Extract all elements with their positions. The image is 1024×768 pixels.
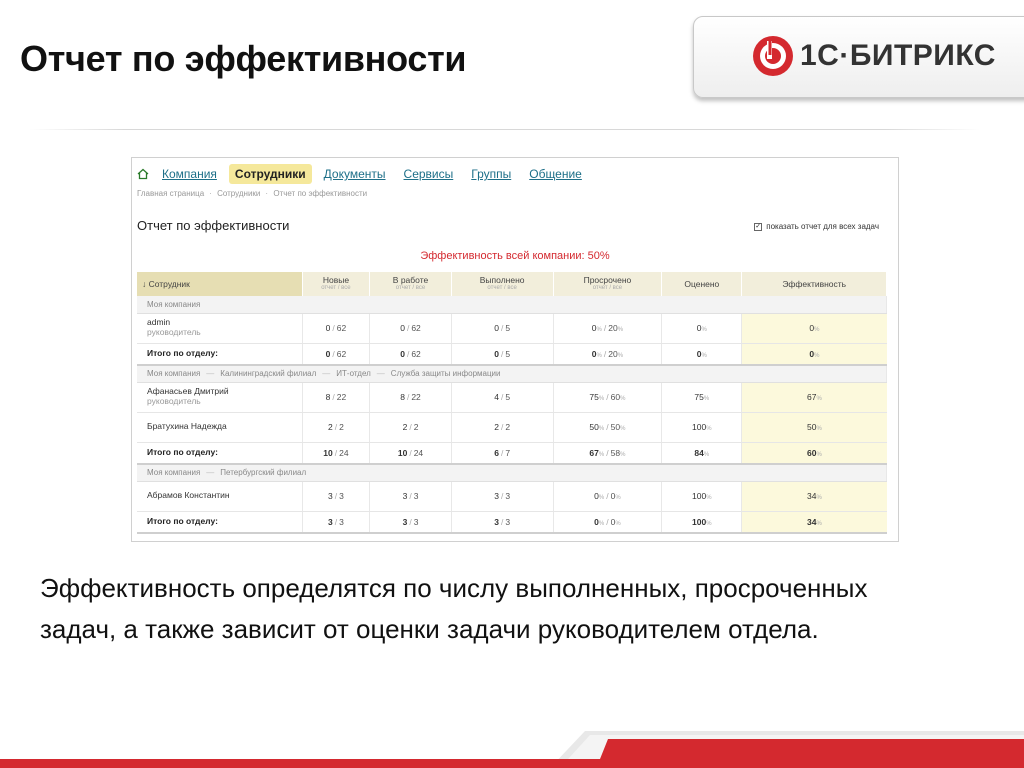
cell-new-value: 10 [323, 447, 333, 458]
cell-new-value: 0 [325, 348, 331, 359]
path-separator: — [206, 468, 215, 478]
efficiency-table [137, 272, 887, 534]
table-row [137, 313, 887, 343]
cell-in-work-sep: / [409, 447, 412, 458]
top-nav [136, 162, 594, 186]
cell-done-sep: / [500, 516, 504, 527]
cell-new-sep: / [334, 516, 338, 527]
employee-cell [137, 313, 302, 343]
nav-item-services[interactable]: Сервисы [403, 167, 454, 181]
employee-role: руководитель [147, 396, 201, 406]
cell-done-sep: / [500, 422, 504, 432]
department-row [137, 296, 887, 313]
cell-overdue-pct: % [620, 426, 626, 432]
cell-done-total: 5 [505, 348, 511, 359]
nav-item-documents[interactable]: Документы [323, 167, 386, 181]
cell-in-work-total: 62 [411, 323, 421, 333]
breadcrumb: Главная страница · Сотрудники · Отчет по эффективности [137, 189, 368, 198]
cell-overdue-value: 0 [594, 491, 599, 501]
cell-new [302, 382, 370, 412]
cell-overdue-total: 60 [610, 392, 621, 402]
bitrix-logo-icon [752, 35, 794, 77]
cell-new-value: 2 [328, 422, 333, 432]
nav-item-company[interactable]: Компания [162, 167, 217, 181]
slide-body-text: Эффективность определятся по числу выполненных, просроченных задач, а также зависит от оценки задачи руководителем отдела. [40, 573, 868, 644]
cell-in-work-total: 3 [413, 516, 419, 527]
cell-overdue-sep: / [606, 447, 609, 458]
cell-in-work-value: 3 [402, 516, 408, 527]
path-separator: — [376, 369, 385, 379]
show-all-label: показать отчет для всех задач [766, 222, 879, 231]
cell-in-work [370, 313, 451, 343]
total-row [137, 511, 887, 533]
cell-new-total: 24 [339, 447, 349, 458]
home-icon[interactable] [136, 167, 150, 181]
col-in-work-sub: отчет / все [395, 285, 426, 292]
cell-overdue-value: 0 [594, 516, 599, 527]
cell-overdue-total: 50 [610, 422, 621, 432]
cell-overdue-pct: % [620, 396, 626, 402]
cell-new-sep: / [332, 323, 335, 333]
employee-cell [137, 382, 302, 412]
nav-item-employees[interactable]: Сотрудники [229, 164, 312, 184]
table-body [137, 296, 887, 533]
col-new [302, 272, 370, 296]
path-separator: — [322, 369, 331, 379]
cell-overdue [553, 481, 662, 511]
cell-done [451, 442, 553, 464]
cell-overdue-value: 0 [591, 323, 597, 333]
table-row [137, 382, 887, 412]
cell-rated-pct: % [706, 495, 712, 501]
cell-overdue [553, 511, 662, 533]
nav-item-groups[interactable]: Группы [471, 167, 512, 181]
cell-done [451, 412, 553, 442]
cell-efficiency-pct: % [816, 451, 822, 458]
cell-rated [662, 343, 742, 365]
cell-in-work-value: 3 [402, 491, 408, 501]
total-label: Итого по отделу: [137, 442, 302, 464]
cell-done-sep: / [500, 348, 504, 359]
cell-efficiency [742, 412, 887, 442]
breadcrumb-home[interactable]: Главная страница [137, 189, 205, 198]
cell-overdue-sep: / [603, 348, 607, 359]
cell-in-work [370, 442, 451, 464]
department-row [137, 464, 887, 481]
cell-new-sep: / [334, 491, 338, 501]
cell-overdue [553, 343, 662, 365]
col-in-work [370, 272, 451, 296]
cell-overdue-pct: % [596, 327, 602, 333]
col-efficiency: Эффективность [742, 272, 887, 296]
cell-done-total: 7 [505, 447, 511, 458]
cell-done [451, 511, 553, 533]
cell-overdue-value: 50 [589, 422, 599, 432]
cell-overdue [553, 442, 662, 464]
col-new-sub: отчет / все [321, 285, 351, 292]
cell-efficiency [742, 313, 887, 343]
table-header [137, 272, 887, 296]
cell-done-total: 5 [505, 392, 511, 402]
cell-overdue-pct: % [598, 451, 605, 458]
cell-in-work-value: 0 [400, 348, 405, 359]
path-separator: — [206, 369, 215, 379]
col-done-label: Выполнено [479, 275, 525, 286]
cell-overdue-total: 0 [610, 491, 616, 501]
cell-overdue-value: 75 [589, 392, 599, 402]
total-row [137, 343, 887, 365]
cell-done-total: 3 [505, 516, 511, 527]
cell-done [451, 343, 553, 365]
logo-text: 1С·БИТРИКС [800, 39, 996, 72]
employee-cell [137, 481, 302, 511]
cell-overdue-pct: % [598, 520, 605, 527]
cell-in-work-sep: / [409, 422, 412, 432]
cell-new-value: 3 [328, 491, 333, 501]
cell-in-work [370, 343, 451, 365]
cell-overdue [553, 382, 662, 412]
total-label: Итого по отделу: [137, 511, 302, 533]
total-row [137, 442, 887, 464]
cell-rated-value: 100 [692, 491, 707, 501]
cell-new-sep: / [332, 392, 335, 402]
cell-new-total: 3 [339, 491, 344, 501]
col-rated: Оценено [662, 272, 742, 296]
cell-new-value: 3 [328, 516, 333, 527]
cell-new-total: 62 [336, 348, 347, 359]
cell-overdue-sep: / [606, 422, 609, 432]
cell-rated-value: 0 [696, 348, 702, 359]
department-path [137, 464, 887, 481]
cell-rated [662, 442, 742, 464]
cell-done-value: 0 [494, 323, 499, 333]
col-overdue-label: Просрочено [583, 275, 632, 286]
cell-efficiency-value: 0 [809, 348, 815, 359]
cell-efficiency-pct: % [816, 396, 822, 402]
cell-new [302, 313, 370, 343]
cell-in-work-value: 10 [397, 447, 408, 458]
cell-efficiency-pct: % [816, 495, 822, 501]
cell-overdue-pct: % [598, 426, 605, 432]
department-path [137, 296, 887, 313]
cell-done-sep: / [500, 323, 504, 333]
cell-done-value: 4 [494, 392, 499, 402]
cell-rated [662, 412, 742, 442]
cell-overdue-sep: / [606, 491, 609, 501]
cell-done-sep: / [500, 491, 504, 501]
divider [30, 129, 980, 130]
department-link[interactable]: Служба защиты информации [390, 369, 501, 379]
cell-in-work [370, 412, 451, 442]
cell-in-work-sep: / [409, 516, 412, 527]
cell-overdue-total: 20 [608, 323, 618, 333]
cell-done-total: 2 [505, 422, 511, 432]
department-link[interactable]: Петербургский филиал [220, 468, 307, 478]
cell-efficiency-value: 0 [809, 323, 815, 333]
cell-in-work-sep: / [409, 491, 412, 501]
cell-in-work-value: 2 [402, 422, 408, 432]
show-all-toggle[interactable] [754, 222, 879, 231]
employee-name[interactable]: admin [147, 317, 171, 328]
show-all-checkbox[interactable]: ✓ [755, 223, 762, 230]
cell-new-sep: / [334, 422, 338, 432]
cell-rated [662, 511, 742, 533]
cell-rated-pct: % [706, 520, 712, 527]
department-row [137, 365, 887, 382]
cell-in-work-sep: / [406, 392, 410, 402]
employee-cell [137, 412, 302, 442]
cell-in-work-total: 2 [413, 422, 419, 432]
col-employee[interactable]: ↓ Сотрудник [137, 272, 302, 296]
nav-item-communication[interactable]: Общение [529, 167, 582, 181]
cell-new-total: 22 [336, 392, 347, 402]
cell-rated-value: 100 [692, 516, 707, 527]
cell-efficiency-value: 34 [807, 491, 817, 501]
col-in-work-label: В работе [392, 275, 429, 286]
cell-rated-pct: % [701, 327, 707, 333]
breadcrumb-current: Отчет по эффективности [273, 189, 368, 198]
cell-rated [662, 313, 742, 343]
cell-in-work [370, 511, 451, 533]
cell-done-sep: / [500, 392, 504, 402]
cell-done-total: 3 [505, 491, 511, 501]
employee-name[interactable]: Афанасьев Дмитрий [147, 386, 229, 397]
cell-in-work-value: 0 [400, 323, 405, 333]
cell-done-total: 5 [505, 323, 511, 333]
total-label: Итого по отделу: [137, 343, 302, 365]
department-link[interactable]: Моя компания [147, 369, 201, 379]
cell-new-total: 2 [339, 422, 344, 432]
cell-new [302, 343, 370, 365]
cell-new-total: 62 [336, 323, 347, 333]
cell-efficiency-value: 34 [807, 516, 817, 527]
employee-role: руководитель [147, 327, 201, 337]
col-done [451, 272, 553, 296]
cell-efficiency-pct: % [816, 520, 822, 527]
cell-in-work-total: 24 [413, 447, 424, 458]
portal-screenshot [131, 157, 899, 542]
cell-rated-pct: % [703, 451, 710, 458]
employee-name[interactable]: Братухина Надежда [147, 421, 227, 432]
cell-efficiency [742, 481, 887, 511]
cell-efficiency-pct: % [814, 327, 820, 333]
cell-overdue [553, 412, 662, 442]
cell-rated [662, 382, 742, 412]
cell-efficiency-pct: % [814, 352, 820, 359]
cell-in-work-total: 62 [411, 348, 421, 359]
cell-done-value: 3 [494, 516, 499, 527]
cell-overdue-pct: % [617, 327, 624, 333]
department-link[interactable]: Моя компания [147, 468, 201, 478]
cell-done-value: 6 [494, 447, 499, 458]
cell-overdue-sep: / [606, 516, 609, 527]
cell-new-value: 8 [325, 392, 331, 402]
cell-new [302, 511, 370, 533]
cell-new [302, 481, 370, 511]
cell-rated-pct: % [701, 352, 707, 359]
cell-in-work-sep: / [406, 323, 410, 333]
department-path [137, 365, 887, 382]
cell-overdue-pct: % [596, 352, 602, 359]
cell-overdue [553, 313, 662, 343]
report-title: Отчет по эффективности [137, 218, 290, 233]
cell-efficiency [742, 511, 887, 533]
cell-overdue-pct: % [615, 520, 621, 527]
cell-efficiency [742, 382, 887, 412]
cell-overdue-pct: % [598, 495, 605, 501]
cell-overdue-pct: % [617, 352, 624, 359]
cell-new-sep: / [332, 348, 335, 359]
cell-overdue-pct: % [598, 396, 605, 402]
cell-efficiency-value: 50 [807, 422, 817, 432]
col-done-sub: отчет / все [487, 285, 517, 292]
cell-rated-pct: % [706, 426, 712, 432]
cell-overdue-value: 67 [589, 447, 599, 458]
cell-overdue-pct: % [615, 495, 621, 501]
cell-new [302, 442, 370, 464]
cell-done [451, 382, 553, 412]
employee-name[interactable]: Абрамов Константин [147, 490, 230, 501]
cell-done-sep: / [500, 447, 504, 458]
cell-overdue-total: 20 [608, 348, 618, 359]
cell-rated-value: 75 [694, 392, 704, 402]
cell-done [451, 481, 553, 511]
department-link[interactable]: ИТ-отдел [336, 369, 371, 379]
cell-overdue-total: 0 [610, 516, 616, 527]
table-row [137, 481, 887, 511]
cell-in-work-sep: / [406, 348, 410, 359]
table-row [137, 412, 887, 442]
cell-rated-value: 100 [692, 422, 707, 432]
cell-overdue-total: 58 [610, 447, 621, 458]
cell-done [451, 313, 553, 343]
col-new-label: Новые [322, 275, 350, 286]
cell-new-sep: / [334, 447, 338, 458]
cell-rated [662, 481, 742, 511]
cell-efficiency [742, 343, 887, 365]
brand-logo [693, 16, 1024, 98]
cell-efficiency [742, 442, 887, 464]
col-overdue-sub: отчет / все [592, 285, 623, 292]
cell-done-value: 3 [494, 491, 499, 501]
department-link[interactable]: Моя компания [147, 299, 201, 309]
cell-efficiency-value: 60 [807, 447, 817, 458]
cell-done-value: 2 [494, 422, 499, 432]
cell-efficiency-pct: % [816, 426, 822, 432]
cell-rated-value: 84 [694, 447, 704, 458]
cell-new [302, 412, 370, 442]
cell-overdue-pct: % [620, 451, 626, 458]
cell-overdue-value: 0 [591, 348, 597, 359]
cell-rated-pct: % [703, 396, 710, 402]
cell-overdue-sep: / [606, 392, 609, 402]
col-overdue [553, 272, 662, 296]
cell-rated-value: 0 [696, 323, 702, 333]
cell-in-work [370, 481, 451, 511]
cell-efficiency-value: 67 [807, 392, 817, 402]
cell-overdue-sep: / [603, 323, 607, 333]
breadcrumb-employees[interactable]: Сотрудники [217, 189, 261, 198]
cell-in-work-total: 22 [411, 392, 421, 402]
cell-in-work-total: 3 [413, 491, 419, 501]
slide-title: Отчет по эффективности [20, 38, 467, 79]
cell-new-total: 3 [339, 516, 344, 527]
cell-in-work-value: 8 [400, 392, 405, 402]
company-efficiency: Эффективность всей компании: 50% [420, 250, 610, 262]
bottom-decoration [0, 731, 1024, 768]
cell-done-value: 0 [494, 348, 499, 359]
cell-in-work [370, 382, 451, 412]
cell-new-value: 0 [325, 323, 331, 333]
department-link[interactable]: Калининградский филиал [220, 369, 317, 379]
